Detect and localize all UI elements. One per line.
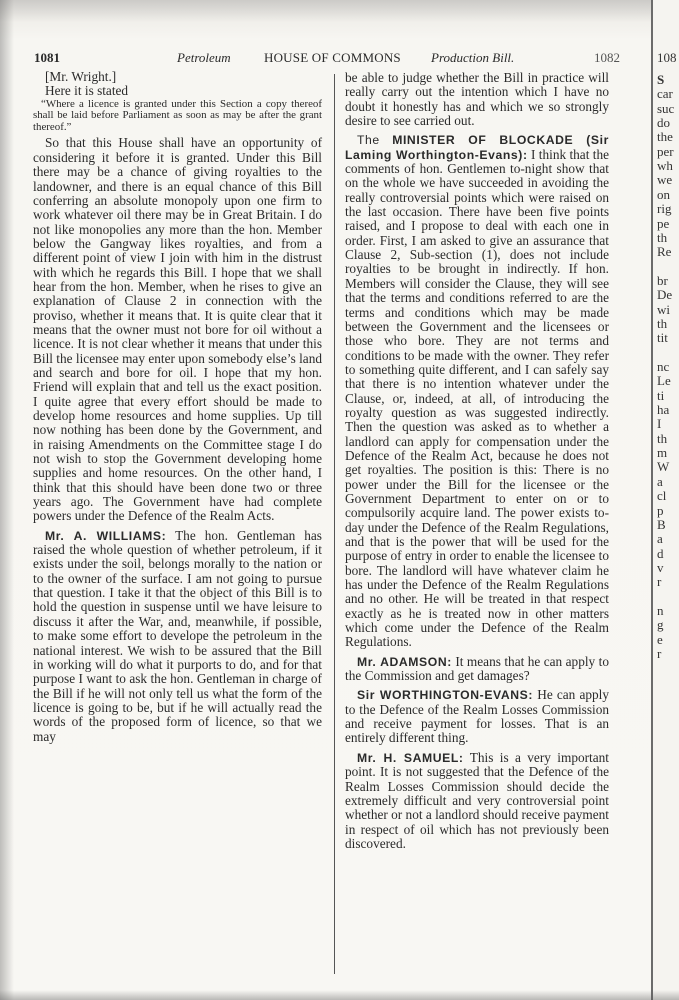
next-page-line-fragment: we <box>657 172 673 188</box>
speaker-name: Mr. ADAMSON: <box>357 654 452 669</box>
speech-samuel <box>345 751 609 851</box>
next-page-line-fragment: ti <box>657 387 665 403</box>
next-page-line-fragment: n <box>657 602 664 618</box>
next-page-line-fragment: th <box>657 430 668 446</box>
next-page-line-fragment: cl <box>657 488 667 504</box>
speech-text: I think that the comments of hon. Gentlemen to-night show that on the whole we have succeeded in avoiding the really controversial points which were raised on the last occasion. There have been five points raised, and I propose to deal with each one in order. First, I am asked to give an assurance that Clause 2, Sub-section (1), does not include royalties to be brought in indirectly. If hon. Members will consider the Clause, they will see that the terms and conditions referred to are the terms and conditions which may be made between the Government and the licensees or those who bore. They are not terms and conditions to be made with the owner. They refer to something quite different, and I can safely say that there is no intention whatever under the Clause, or, indeed, at all, of introducing the royalty question as was suggested indirectly. Then the question was asked as to whether a landlord can apply for compensation under the Defence of the Realm Act, because he does not get royalties. The position is this: There is no power under the Bill for the licensee or the Government Department to enter on or to compulsorily acquire land. The power exists to-day under the Defence of the Realm Regulations, and that is the power that will be used for the purpose of entry in order to enable the licensee to bore. The landlord will have whatever claim he has under the Defence of the Realm Regulations and no other. He will be treated in that respect exactly as he is treated now in other matters which come under the Defence of the Realm Regulations. <box>345 146 610 650</box>
next-page-line-fragment: th <box>657 315 668 331</box>
next-page-line-fragment: W <box>657 459 670 475</box>
scan-shadow-top <box>0 0 679 22</box>
next-page-fragment <box>653 0 679 1000</box>
next-page-line-fragment: a <box>657 531 663 547</box>
next-page-line-fragment: Le <box>657 373 671 389</box>
next-page-line-fragment: nc <box>657 359 670 374</box>
header-right-title: Production Bill. <box>431 50 515 65</box>
next-page-line-fragment: wh <box>657 158 673 174</box>
next-page-line-fragment: d <box>657 545 664 561</box>
next-page-line-fragment: Re <box>657 244 672 260</box>
header-left-title: Petroleum <box>177 50 231 65</box>
next-page-line-fragment: e <box>657 631 663 647</box>
speech-text: He can apply to the Defence of the Realm Losses Commission and receive payment for losses. That is an entirely different thing. <box>345 687 609 746</box>
speaker-name: Mr. A. WILLIAMS: <box>45 528 167 543</box>
next-page-line-fragment: on <box>657 186 670 202</box>
quoted-section: “Where a licence is granted under this Section a copy thereof shall be laid before Parliament as soon as may be after the grant thereof.” <box>33 97 322 133</box>
next-page-line-fragment: g <box>657 617 664 633</box>
speaker-name: MINISTER OF BLOCKADE (Sir Laming Worthington-Evans): <box>345 133 609 162</box>
column-divider <box>334 74 335 974</box>
next-page-line-fragment: per <box>657 143 674 159</box>
scan-shadow-left <box>0 0 14 1000</box>
next-page-line-fragment: r <box>657 646 662 661</box>
speech-text: This is a very important point. It is not suggested that the Defence of the Realm Losses Commission should decide the extremely difficult and very controversial point whether or not a landlord should receive payment in respect of oil which has not previously been discovered. <box>345 749 610 851</box>
next-page-line-fragment: do <box>657 115 670 131</box>
running-header <box>34 50 618 66</box>
speech-adamson <box>345 655 609 684</box>
next-page-line-fragment: p <box>657 502 664 518</box>
speech-text: The hon. Gentleman has raised the whole question of whether petroleum, if it exists under the soil, belongs morally to the nation or to the owner of the surface. I am not going to pursue that question. I take it that the object of this Bill is to hold the question in suspense until we have leisure to discuss it after the War, and, meanwhile, if possible, to make some effort to develope the petroleum in the national interest. We wish to be assured that the Bill in working will do what it purports to do, and for that purpose I want to ask the hon. Gentleman in charge of the Bill if he will not only tell us what the form of the licence is going to be, but if he will actually read the words of the proposed form of licence, so that we may <box>33 527 322 744</box>
speech-worthington-evans <box>345 688 609 745</box>
speech-text: It means that he can apply to the Commission and get damages? <box>345 653 609 684</box>
next-page-line-fragment: m <box>657 445 668 461</box>
next-page-line-fragment: br <box>657 272 668 288</box>
speech-minister <box>345 133 609 649</box>
next-page-line-fragment: the <box>657 129 673 145</box>
next-page-line-fragment: car <box>657 86 673 102</box>
page-number-left: 1081 <box>34 50 60 65</box>
next-page-line-fragment: a <box>657 473 663 489</box>
right-column <box>345 71 609 851</box>
next-page-line-fragment: v <box>657 559 664 575</box>
speaker-prefix: The <box>357 133 380 148</box>
next-page-line-fragment: pe <box>657 215 670 231</box>
left-column <box>33 70 322 744</box>
next-page-line-fragment: S <box>657 72 665 87</box>
page-number-right: 1082 <box>594 50 620 65</box>
next-page-line-fragment: wi <box>657 301 670 317</box>
next-page-line-fragment: De <box>657 287 673 303</box>
next-page-line-fragment: rig <box>657 201 672 217</box>
next-page-line-fragment: B <box>657 516 666 532</box>
continuation-paragraph: be able to judge whether the Bill in practice will really carry out the intention which I have no doubt it honestly has and which we so strongly desire to see carried out. <box>345 70 609 129</box>
paragraph: So that this House shall have an opportunity of considering it before it is granted. Under this Bill there may be a chance of giving royalties to the landowner, and there is an equal chance of this Bill conferring an absolute monopoly upon one firm to work whatever oil there may be in Great Britain. I do not like monopolies any more than the hon. Member below the Gangway likes royalties, and from a different point of view I join with him in the distrust with which he regards this Bill. I hope that we shall hear from the hon. Member, when he rises to give an explanation of Clause 2 in connection with the proviso, whether it means that. It is quite clear that it means that the owner must not bore for oil without a licence. It is not clear whether it means that under this Bill the licensee may enter upon somebody else’s land and search and bore for oil. I hope that my hon. Friend will explain that and tell us the exact position. I quite agree that every effort should be made to develop home resources and home supplies. Up till now nothing has been done by the Government, and in raising Amendments on the Committee stage I do not wish to stop the Government developing home supplies and home resources. On the other hand, I think that this should have been done two or three years ago. The Government have had complete powers under the Defence of the Realm Acts. <box>33 135 322 524</box>
next-page-line-fragment: r <box>657 574 662 590</box>
next-page-line-fragment: tit <box>657 330 668 346</box>
next-page-line-fragment: th <box>657 229 668 245</box>
speaker-name: Mr. H. SAMUEL: <box>357 750 464 765</box>
next-page-line-fragment: suc <box>657 100 675 116</box>
speaker-name: Sir WORTHINGTON-EVANS: <box>357 688 534 703</box>
speech-williams <box>33 529 322 744</box>
scan-shadow-bottom <box>0 990 679 1000</box>
next-page-line-fragment: I <box>657 416 662 432</box>
next-page-number: 108 <box>657 50 677 65</box>
header-center-title: HOUSE OF COMMONS <box>264 50 401 65</box>
speaker-continued: [Mr. Wright.] <box>45 69 117 84</box>
next-page-line-fragment: ha <box>657 402 670 418</box>
intro-line: Here it is stated <box>45 83 129 99</box>
